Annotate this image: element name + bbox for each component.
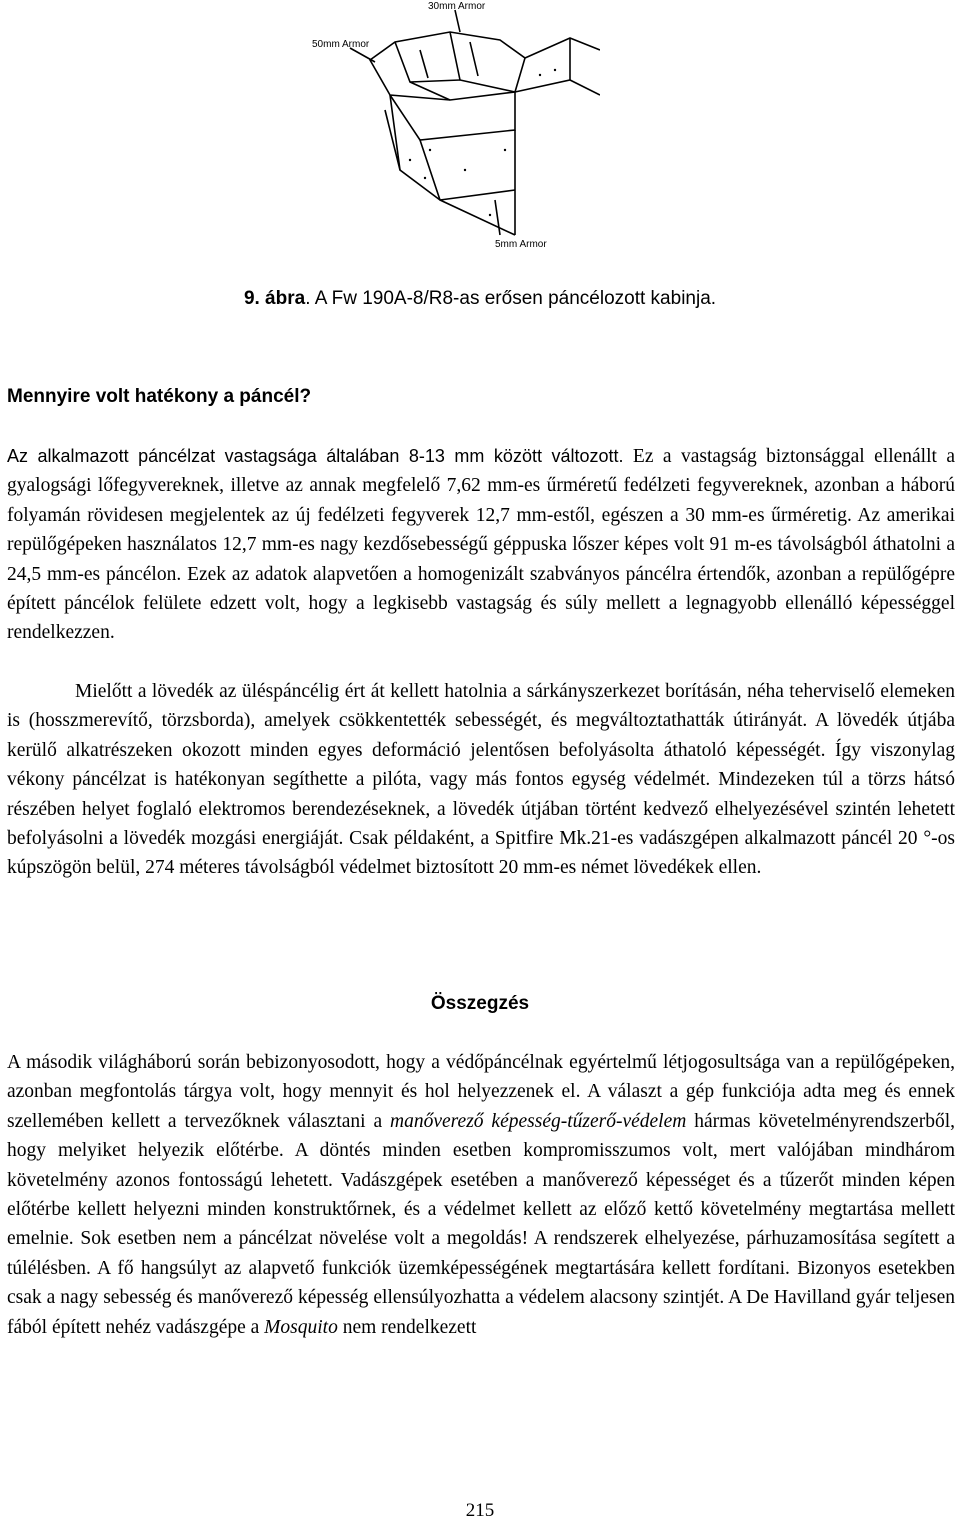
figure-label-50mm: 50mm Armor bbox=[312, 39, 370, 50]
section-heading-armor: Mennyire volt hatékony a páncél? bbox=[7, 386, 312, 407]
cockpit-armor-figure bbox=[300, 0, 600, 255]
summary-text-a: A második világháború során bebizonyosodott, hogy a védőpáncélnak egyértelmű létjogosultsága van a repülőgépeken, azonban megfontolás tárgya volt, hogy mennyit és hol helyezzenek el. A választ a gép funkciója adta meg és ennek szellemében kellett a tervezőknek választani a bbox=[7, 1052, 955, 1132]
page-number: 215 bbox=[465, 1500, 495, 1521]
caption-number: 9. ábra bbox=[243, 288, 306, 309]
cockpit-drawing bbox=[300, 0, 600, 255]
section-heading-summary: Összegzés bbox=[430, 993, 530, 1014]
figure-label-5mm: 5mm Armor bbox=[495, 239, 547, 250]
summary-text-b: hármas követelményrendszerből, hogy melyiket helyezik előtérbe. A döntés minden esetben kompromisszumos volt, mert valójában mindhárom követelmény azonos fontosságú lehetett. Vadászgépek esetében a manőverező képességet és a tűzerőt minden képen előtérbe kellett helyezni minden konstruktőrnek, és a védelmet kellett az előző kettő követelmény megtartása mellett emelnie. Sok esetben nem a páncélzat növelése volt a megoldás! A rendszerek elhelyezése, párhuzamosítása segített a túlélésben. A fő hangsúlyt az alapvető funkciók üzemképességének megtartására kellett fordítani. Bizonyos esetekben csak a nagy sebesség és manőverező képesség ellensúlyozhatta a védelem alacsony szintjét. A De Havilland gyár teljesen fából épített nehéz vadászgépe a bbox=[7, 1110, 955, 1338]
paragraph-lead-sans: Az alkalmazott páncélzat vastagsága általában 8-13 mm között változott. bbox=[7, 446, 624, 466]
figure-label-30mm: 30mm Armor bbox=[428, 1, 486, 12]
paragraph-armor-thickness bbox=[7, 442, 955, 648]
figure-caption bbox=[0, 288, 960, 310]
caption-text: . A Fw 190A-8/R8-as erősen páncélozott kabinja. bbox=[305, 288, 717, 309]
paragraph-summary bbox=[7, 1048, 955, 1342]
summary-text-c: nem rendelkezett bbox=[337, 1316, 477, 1338]
summary-italic-mosquito: Mosquito bbox=[264, 1316, 338, 1338]
paragraph-projectile-path: Mielőtt a lövedék az üléspáncélig ért át kellett hatolnia a sárkányszerkezet borításán, néha teherviselő elemeken is (hosszmerevítő, törzsborda), amelyek csökkentették sebességét, és megváltoztathatták útirányát. A lövedék útjába kerülő alkatrészeken okozott minden egyes deformáció jelentősen befolyásolta áthatoló képességét. Így viszonylag vékony páncélzat is hatékonyan segíthette a pilóta, vagy más fontos egység védelmét. Mindezeken túl a törzs hátsó részében helyet foglaló elektromos berendezéseknek, a lövedék útjában történt kedvező elhelyezésével szintén lehetett befolyásolni a lövedék mozgási energiáját. Csak példaként, a Spitfire Mk.21-es vadászgépen alkalmazott páncél 20 °-os kúpszögön belül, 274 méteres távolságból védelmet biztosított 20 mm-es német lövedékek ellen. bbox=[7, 681, 955, 879]
paragraph-body: Ez a vastagság biztonsággal ellenállt a gyalogsági lőfegyvereknek, illetve az annak megfelelő 7,62 mm-es űrméretű fedélzeti fegyvereknek, azonban a háború folyamán rövidesen megjelentek az új fedélzeti fegyverek 12,7 mm-estől, egészen a 30 mm-es űrméretig. Az amerikai repülőgépeken használatos 12,7 mm-es nagy kezdősebességű géppuska lőszer képes volt 91 m-es távolságból áthatolni a 24,5 mm-es páncélon. Ezek az adatok alapvetően a homogenizált szabványos páncélra értendők, azonban a repülőgépre épített páncélok felülete edzett volt, hogy a legkisebb vastagság és súly mellett a legnagyobb ellenálló képességgel rendelkezzen. bbox=[7, 446, 955, 644]
summary-italic-requirements: manőverező képesség-tűzerő-védelem bbox=[390, 1110, 687, 1132]
